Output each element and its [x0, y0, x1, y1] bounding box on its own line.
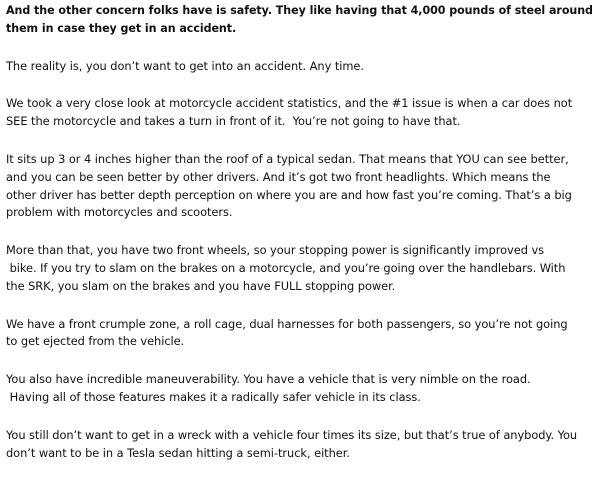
paragraph-stopping-power [6, 242, 596, 295]
paragraph-statistics [6, 95, 596, 131]
text-line: SEE the motorcycle and takes a turn in front of it. You’re not going to have that. [6, 114, 461, 129]
text-line: It sits up 3 or 4 inches higher than the roof of a typical sedan. That means that YOU can see better, [6, 151, 569, 166]
text-line: don’t want to be in a Tesla sedan hitting a semi-truck, either. [6, 445, 350, 460]
document-body [6, 2, 596, 482]
text-line: More than that, you have two front wheels, so your stopping power is significantly improved vs [6, 243, 545, 258]
text-line: and you can be seen better by other drivers. And it’s got two front headlights. Which means the [6, 169, 551, 184]
text-line: We have a front crumple zone, a roll cage, dual harnesses for both passengers, so you’re not going [6, 316, 568, 331]
text-line: other driver has better depth perception on where you are and how fast you’re coming. That’s a big [6, 187, 572, 202]
paragraph-safety-concern [6, 2, 596, 38]
text-line: Having all of those features makes it a radically safer vehicle in its class. [6, 389, 421, 404]
text-line: You still don’t want to get in a wreck with a vehicle four times its size, but that’s true of anybody. You [6, 427, 578, 442]
paragraph-crumple-zone [6, 316, 596, 352]
text-line: the SRK, you slam on the brakes and you have FULL stopping power. [6, 278, 396, 293]
text-line: The reality is, you don’t want to get into an accident. Any time. [6, 58, 364, 73]
text-line: them in case they get in an accident. [6, 21, 237, 35]
text-line: And the other concern folks have is safety. They like having that 4,000 pounds of steel around [6, 4, 593, 17]
text-line: bike. If you try to slam on the brakes on a motorcycle, and you’re going over the handlebars. With [6, 260, 566, 275]
paragraph-visibility [6, 151, 596, 222]
paragraph-reality [6, 58, 596, 76]
text-line: to get ejected from the vehicle. [6, 334, 185, 349]
text-line: We took a very close look at motorcycle accident statistics, and the #1 issue is when a car does not [6, 96, 573, 111]
paragraph-size-comparison [6, 427, 596, 463]
paragraph-maneuverability [6, 371, 596, 407]
text-line: You also have incredible maneuverability. You have a vehicle that is very nimble on the road. [6, 372, 531, 387]
text-line: problem with motorcycles and scooters. [6, 205, 233, 220]
